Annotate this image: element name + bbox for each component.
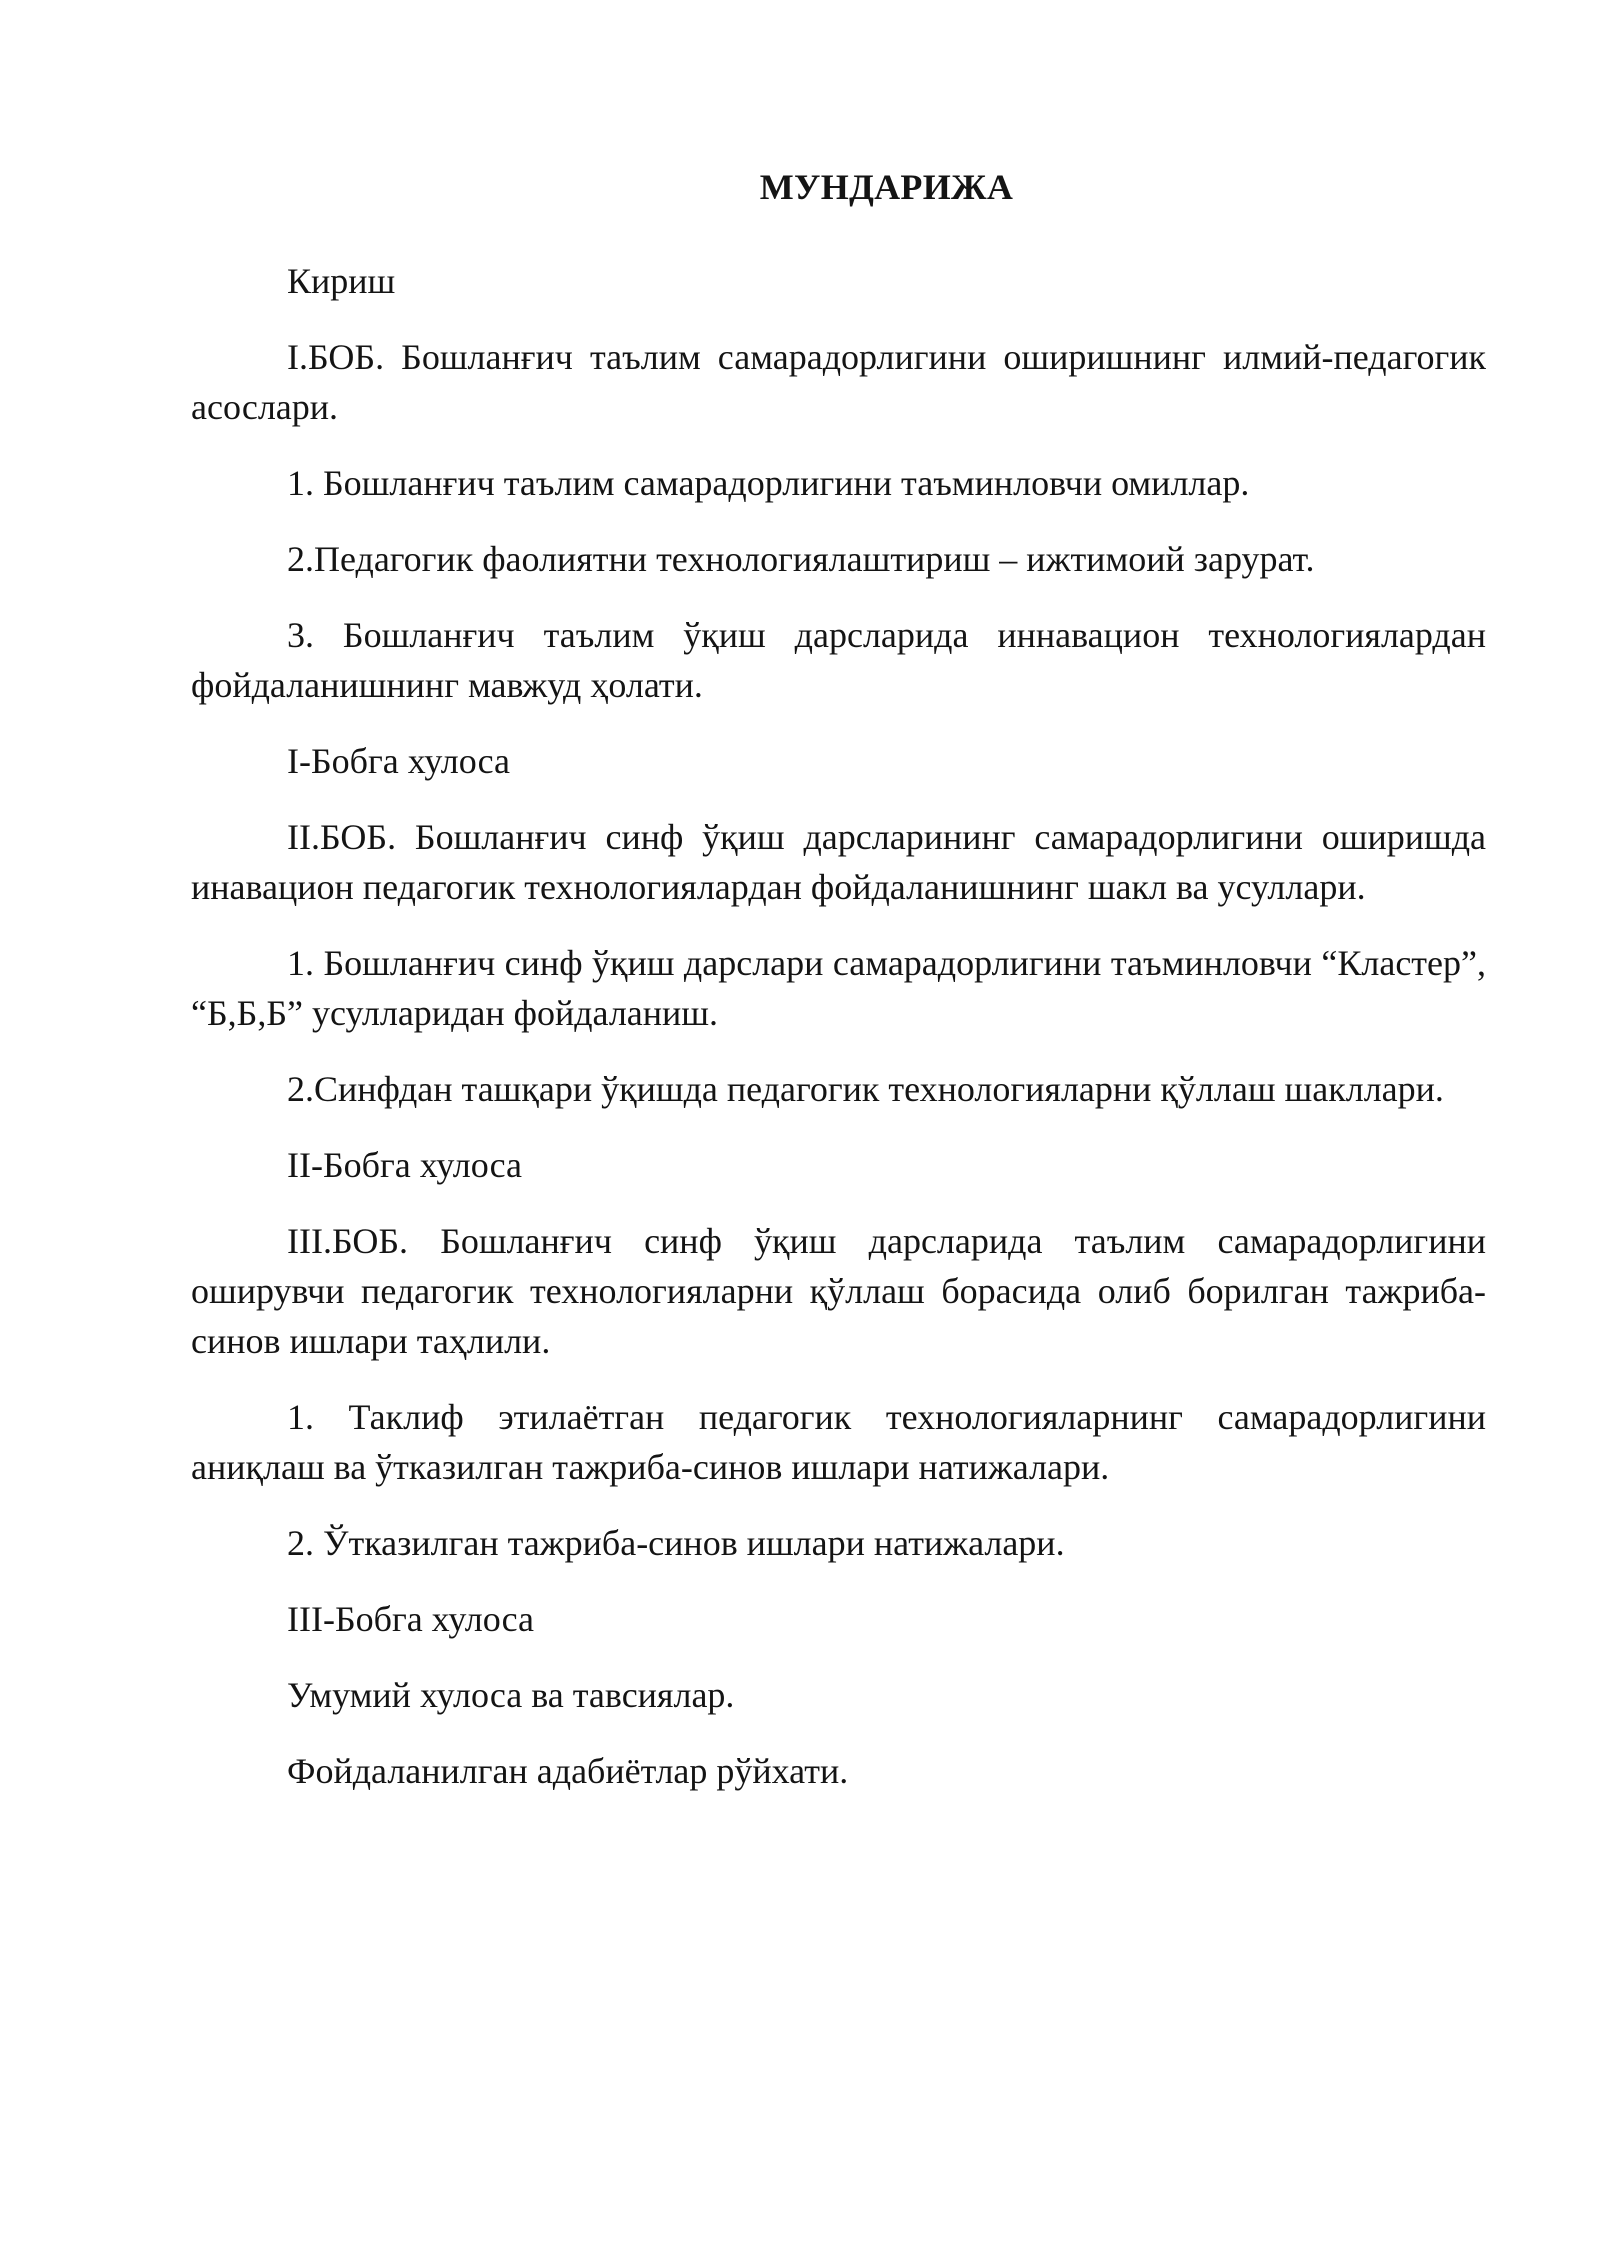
toc-entry-chapter-1: I.БОБ. Бошланғич таълим самарадорлигини оширишнинг илмий-педагогик асослари. [191, 337, 1486, 427]
toc-entry-chapter-2: II.БОБ. Бошланғич синф ўқиш дарсларининг самарадорлигини оширишда инавацион педагогик технологиялардан фойдаланишнинг шакл ва усуллари. [191, 817, 1486, 907]
toc-entry-chapter-2-conclusion: II-Бобга хулоса [287, 1145, 523, 1185]
toc-entry-chapter-1-conclusion: I-Бобга хулоса [287, 741, 511, 781]
toc-entry-chapter-3-section-2: 2. Ўтказилган тажриба-синов ишлари натижалари. [287, 1523, 1065, 1563]
page-title: МУНДАРИЖА [759, 167, 1014, 207]
toc-entry-chapter-1-section-3: 3. Бошланғич таълим ўқиш дарсларида иннавацион технологиялардан фойдаланишнинг мавжуд ҳолати. [191, 615, 1486, 705]
toc-entry-chapter-1-section-1: 1. Бошланғич таълим самарадорлигини таъминловчи омиллар. [287, 463, 1250, 503]
toc-entry-chapter-3-section-1: 1. Таклиф этилаётган педагогик технологияларнинг самарадорлигини аниқлаш ва ўтказилган тажриба-синов ишлари натижалари. [191, 1397, 1486, 1487]
toc-entry-chapter-2-section-1: 1. Бошланғич синф ўқиш дарслари самарадорлигини таъминловчи “Кластер”, “Б,Б,Б” усулларидан фойдаланиш. [191, 943, 1486, 1033]
toc-entry-chapter-3: III.БОБ. Бошланғич синф ўқиш дарсларида таълим самарадорлигини оширувчи педагогик технологияларни қўллаш борасида олиб борилган тажриба-синов ишлари таҳлили. [191, 1221, 1486, 1361]
toc-entry-references: Фойдаланилган адабиётлар рўйхати. [287, 1751, 849, 1791]
toc-entry-chapter-1-section-2: 2.Педагогик фаолиятни технологиялаштириш – ижтимоий зарурат. [287, 539, 1315, 579]
table-of-contents [191, 256, 1486, 1822]
toc-entry-chapter-3-conclusion: III-Бобга хулоса [287, 1599, 534, 1639]
toc-entry-introduction: Кириш [287, 261, 396, 301]
toc-entry-chapter-2-section-2: 2.Синфдан ташқари ўқишда педагогик технологияларни қўллаш шакллари. [287, 1069, 1444, 1109]
toc-entry-general-conclusion: Умумий хулоса ва тавсиялар. [287, 1675, 735, 1715]
